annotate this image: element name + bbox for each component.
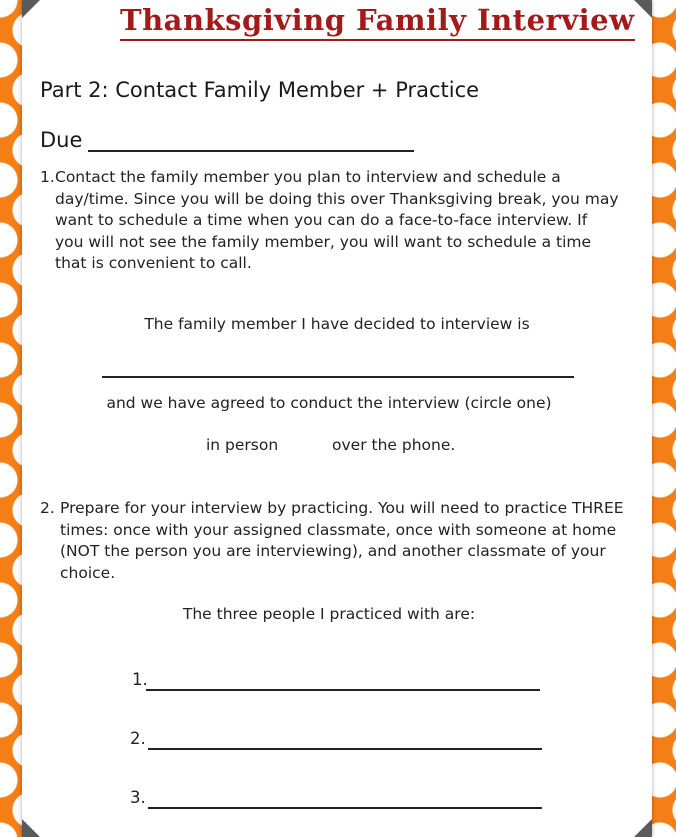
worksheet-page bbox=[22, 0, 652, 837]
due-date-blank[interactable] bbox=[88, 150, 414, 152]
step-text: Contact the family member you plan to interview and schedule a day/time. Since you will be doing this over Thanksgiving break, you may want to schedule a time when you can do a face-to-face interview. If you will not see the family member, you will want to schedule a time that is convenient to call. bbox=[55, 168, 619, 272]
interview-agreement-text: and we have agreed to conduct the interview (circle one) bbox=[106, 394, 552, 412]
practice-partner-blank-1[interactable] bbox=[146, 689, 540, 691]
step-number: 2. bbox=[40, 499, 55, 517]
corner-decoration bbox=[634, 0, 652, 18]
practice-partners-prompt: The three people I practiced with are: bbox=[182, 605, 476, 623]
step-number: 1. bbox=[40, 168, 55, 186]
family-member-prompt: The family member I have decided to interview is bbox=[144, 315, 530, 333]
practice-number: 1. bbox=[132, 670, 148, 689]
corner-decoration bbox=[22, 819, 40, 837]
practice-partner-blank-2[interactable] bbox=[148, 748, 542, 750]
practice-number: 2. bbox=[130, 729, 146, 748]
page-title: Thanksgiving Family Interview bbox=[120, 2, 635, 41]
part-subtitle: Part 2: Contact Family Member + Practice bbox=[40, 78, 480, 102]
step-1-instructions bbox=[40, 167, 620, 275]
practice-number: 3. bbox=[130, 788, 146, 807]
option-over-the-phone[interactable]: over the phone. bbox=[332, 436, 456, 454]
corner-decoration bbox=[634, 819, 652, 837]
option-in-person[interactable]: in person bbox=[206, 436, 279, 454]
corner-decoration bbox=[22, 0, 40, 18]
practice-partner-blank-3[interactable] bbox=[148, 807, 542, 809]
family-member-blank[interactable] bbox=[102, 376, 574, 378]
due-label: Due bbox=[40, 128, 83, 152]
step-text: Prepare for your interview by practicing. You will need to practice THREE times: once with your assigned classmate, once with someone at home (NOT the person you are interviewing), and another classmate of your choice. bbox=[60, 499, 624, 582]
step-2-instructions bbox=[40, 498, 638, 584]
